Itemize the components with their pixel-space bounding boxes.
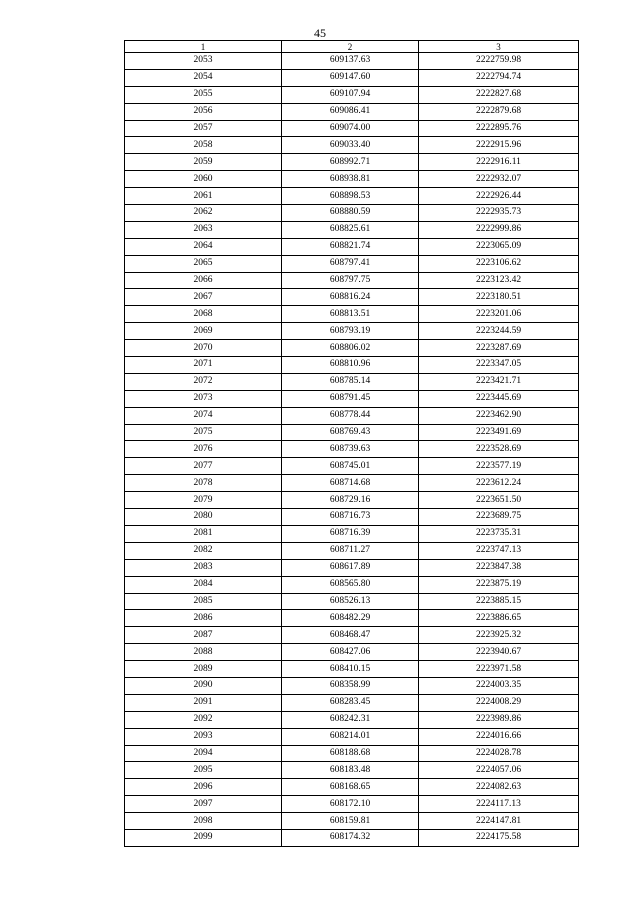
coordinates-table [124,40,579,847]
x-coordinate-cell: 608745.01 [282,458,419,475]
y-coordinate-cell: 2222935.73 [419,205,579,222]
table-row [125,340,579,357]
x-coordinate-cell: 608769.43 [282,424,419,441]
row-number-cell: 2056 [125,103,282,120]
x-coordinate-cell: 608778.44 [282,407,419,424]
y-coordinate-cell: 2223735.31 [419,525,579,542]
x-coordinate-cell: 608716.73 [282,509,419,526]
row-number-cell: 2073 [125,390,282,407]
x-coordinate-cell: 609033.40 [282,137,419,154]
row-number-cell: 2081 [125,525,282,542]
row-number-cell: 2060 [125,171,282,188]
y-coordinate-cell: 2224016.66 [419,728,579,745]
table-row [125,745,579,762]
row-number-cell: 2074 [125,407,282,424]
x-coordinate-cell: 608797.41 [282,255,419,272]
table-row [125,509,579,526]
row-number-cell: 2070 [125,340,282,357]
table-row [125,306,579,323]
table-row [125,644,579,661]
y-coordinate-cell: 2223244.59 [419,323,579,340]
row-number-cell: 2099 [125,829,282,846]
column-header-2: 2 [282,41,419,53]
x-coordinate-cell: 608791.45 [282,390,419,407]
y-coordinate-cell: 2224117.13 [419,796,579,813]
x-coordinate-cell: 608785.14 [282,373,419,390]
y-coordinate-cell: 2224028.78 [419,745,579,762]
table-row [125,221,579,238]
y-coordinate-cell: 2224008.29 [419,694,579,711]
x-coordinate-cell: 608821.74 [282,238,419,255]
table-row [125,576,579,593]
row-number-cell: 2084 [125,576,282,593]
y-coordinate-cell: 2224057.06 [419,762,579,779]
row-number-cell: 2064 [125,238,282,255]
x-coordinate-cell: 609086.41 [282,103,419,120]
x-coordinate-cell: 608711.27 [282,542,419,559]
table-row [125,255,579,272]
table-row [125,171,579,188]
table-row [125,137,579,154]
x-coordinate-cell: 609137.63 [282,53,419,70]
row-number-cell: 2058 [125,137,282,154]
x-coordinate-cell: 608242.31 [282,711,419,728]
y-coordinate-cell: 2222915.96 [419,137,579,154]
x-coordinate-cell: 608813.51 [282,306,419,323]
y-coordinate-cell: 2223106.62 [419,255,579,272]
table-row [125,627,579,644]
row-number-cell: 2091 [125,694,282,711]
x-coordinate-cell: 608797.75 [282,272,419,289]
x-coordinate-cell: 609074.00 [282,120,419,137]
row-number-cell: 2076 [125,441,282,458]
table-row [125,103,579,120]
row-number-cell: 2077 [125,458,282,475]
y-coordinate-cell: 2224147.81 [419,813,579,830]
row-number-cell: 2085 [125,593,282,610]
row-number-cell: 2093 [125,728,282,745]
table-row [125,424,579,441]
x-coordinate-cell: 608410.15 [282,661,419,678]
y-coordinate-cell: 2222932.07 [419,171,579,188]
x-coordinate-cell: 608714.68 [282,475,419,492]
row-number-cell: 2098 [125,813,282,830]
table-row [125,492,579,509]
row-number-cell: 2057 [125,120,282,137]
x-coordinate-cell: 608214.01 [282,728,419,745]
x-coordinate-cell: 608898.53 [282,188,419,205]
table-row [125,373,579,390]
table-row [125,762,579,779]
x-coordinate-cell: 609147.60 [282,69,419,86]
x-coordinate-cell: 608183.48 [282,762,419,779]
y-coordinate-cell: 2223445.69 [419,390,579,407]
table-row [125,289,579,306]
table-row [125,677,579,694]
x-coordinate-cell: 608938.81 [282,171,419,188]
y-coordinate-cell: 2223287.69 [419,340,579,357]
row-number-cell: 2068 [125,306,282,323]
table-row [125,205,579,222]
x-coordinate-cell: 608793.19 [282,323,419,340]
table-row [125,407,579,424]
y-coordinate-cell: 2223180.51 [419,289,579,306]
table-row [125,525,579,542]
table-row [125,711,579,728]
table-body [125,53,579,847]
row-number-cell: 2086 [125,610,282,627]
y-coordinate-cell: 2223989.86 [419,711,579,728]
y-coordinate-cell: 2223123.42 [419,272,579,289]
row-number-cell: 2072 [125,373,282,390]
row-number-cell: 2097 [125,796,282,813]
table-row [125,323,579,340]
y-coordinate-cell: 2223689.75 [419,509,579,526]
row-number-cell: 2066 [125,272,282,289]
x-coordinate-cell: 608810.96 [282,357,419,374]
row-number-cell: 2059 [125,154,282,171]
row-number-cell: 2065 [125,255,282,272]
x-coordinate-cell: 608482.29 [282,610,419,627]
x-coordinate-cell: 608617.89 [282,559,419,576]
y-coordinate-cell: 2223491.69 [419,424,579,441]
x-coordinate-cell: 608468.47 [282,627,419,644]
y-coordinate-cell: 2223528.69 [419,441,579,458]
x-coordinate-cell: 608816.24 [282,289,419,306]
table-row [125,188,579,205]
x-coordinate-cell: 608526.13 [282,593,419,610]
y-coordinate-cell: 2223421.71 [419,373,579,390]
x-coordinate-cell: 608729.16 [282,492,419,509]
x-coordinate-cell: 608168.65 [282,779,419,796]
row-number-cell: 2083 [125,559,282,576]
x-coordinate-cell: 608172.10 [282,796,419,813]
y-coordinate-cell: 2224082.63 [419,779,579,796]
row-number-cell: 2067 [125,289,282,306]
y-coordinate-cell: 2223347.05 [419,357,579,374]
row-number-cell: 2061 [125,188,282,205]
table-row [125,694,579,711]
table-row [125,86,579,103]
table-row [125,458,579,475]
table-row [125,661,579,678]
y-coordinate-cell: 2223065.09 [419,238,579,255]
row-number-cell: 2090 [125,677,282,694]
x-coordinate-cell: 608880.59 [282,205,419,222]
y-coordinate-cell: 2223940.67 [419,644,579,661]
row-number-cell: 2075 [125,424,282,441]
table-row [125,69,579,86]
x-coordinate-cell: 608565.80 [282,576,419,593]
y-coordinate-cell: 2223875.19 [419,576,579,593]
y-coordinate-cell: 2222827.68 [419,86,579,103]
table-row [125,610,579,627]
row-number-cell: 2079 [125,492,282,509]
y-coordinate-cell: 2223201.06 [419,306,579,323]
row-number-cell: 2095 [125,762,282,779]
row-number-cell: 2062 [125,205,282,222]
table-row [125,53,579,70]
x-coordinate-cell: 608427.06 [282,644,419,661]
row-number-cell: 2071 [125,357,282,374]
y-coordinate-cell: 2223885.15 [419,593,579,610]
row-number-cell: 2082 [125,542,282,559]
row-number-cell: 2053 [125,53,282,70]
row-number-cell: 2087 [125,627,282,644]
x-coordinate-cell: 609107.94 [282,86,419,103]
x-coordinate-cell: 608358.99 [282,677,419,694]
row-number-cell: 2063 [125,221,282,238]
row-number-cell: 2094 [125,745,282,762]
table-row [125,829,579,846]
x-coordinate-cell: 608806.02 [282,340,419,357]
row-number-cell: 2092 [125,711,282,728]
y-coordinate-cell: 2223925.32 [419,627,579,644]
row-number-cell: 2080 [125,509,282,526]
table-row [125,542,579,559]
table-row [125,238,579,255]
table-row [125,728,579,745]
row-number-cell: 2054 [125,69,282,86]
y-coordinate-cell: 2223747.13 [419,542,579,559]
table-row [125,779,579,796]
y-coordinate-cell: 2224175.58 [419,829,579,846]
x-coordinate-cell: 608739.63 [282,441,419,458]
table-row [125,441,579,458]
x-coordinate-cell: 608283.45 [282,694,419,711]
table-row [125,390,579,407]
y-coordinate-cell: 2223971.58 [419,661,579,678]
x-coordinate-cell: 608159.81 [282,813,419,830]
column-header-3: 3 [419,41,579,53]
x-coordinate-cell: 608825.61 [282,221,419,238]
x-coordinate-cell: 608188.68 [282,745,419,762]
y-coordinate-cell: 2223462.90 [419,407,579,424]
row-number-cell: 2088 [125,644,282,661]
y-coordinate-cell: 2222926.44 [419,188,579,205]
x-coordinate-cell: 608174.32 [282,829,419,846]
row-number-cell: 2096 [125,779,282,796]
table-row [125,796,579,813]
x-coordinate-cell: 608992.71 [282,154,419,171]
table-row [125,154,579,171]
table-row [125,120,579,137]
table-row [125,559,579,576]
y-coordinate-cell: 2222999.86 [419,221,579,238]
y-coordinate-cell: 2224003.35 [419,677,579,694]
y-coordinate-cell: 2223612.24 [419,475,579,492]
y-coordinate-cell: 2223577.19 [419,458,579,475]
row-number-cell: 2089 [125,661,282,678]
y-coordinate-cell: 2222895.76 [419,120,579,137]
y-coordinate-cell: 2222879.68 [419,103,579,120]
row-number-cell: 2078 [125,475,282,492]
y-coordinate-cell: 2222916.11 [419,154,579,171]
y-coordinate-cell: 2223886.65 [419,610,579,627]
row-number-cell: 2055 [125,86,282,103]
table-row [125,593,579,610]
table-row [125,357,579,374]
page-number: 45 [314,26,326,40]
table-row [125,272,579,289]
row-number-cell: 2069 [125,323,282,340]
table-header-row [125,41,579,53]
table-row [125,813,579,830]
y-coordinate-cell: 2222794.74 [419,69,579,86]
x-coordinate-cell: 608716.39 [282,525,419,542]
column-header-1: 1 [125,41,282,53]
y-coordinate-cell: 2223651.50 [419,492,579,509]
table-row [125,475,579,492]
y-coordinate-cell: 2222759.98 [419,53,579,70]
y-coordinate-cell: 2223847.38 [419,559,579,576]
